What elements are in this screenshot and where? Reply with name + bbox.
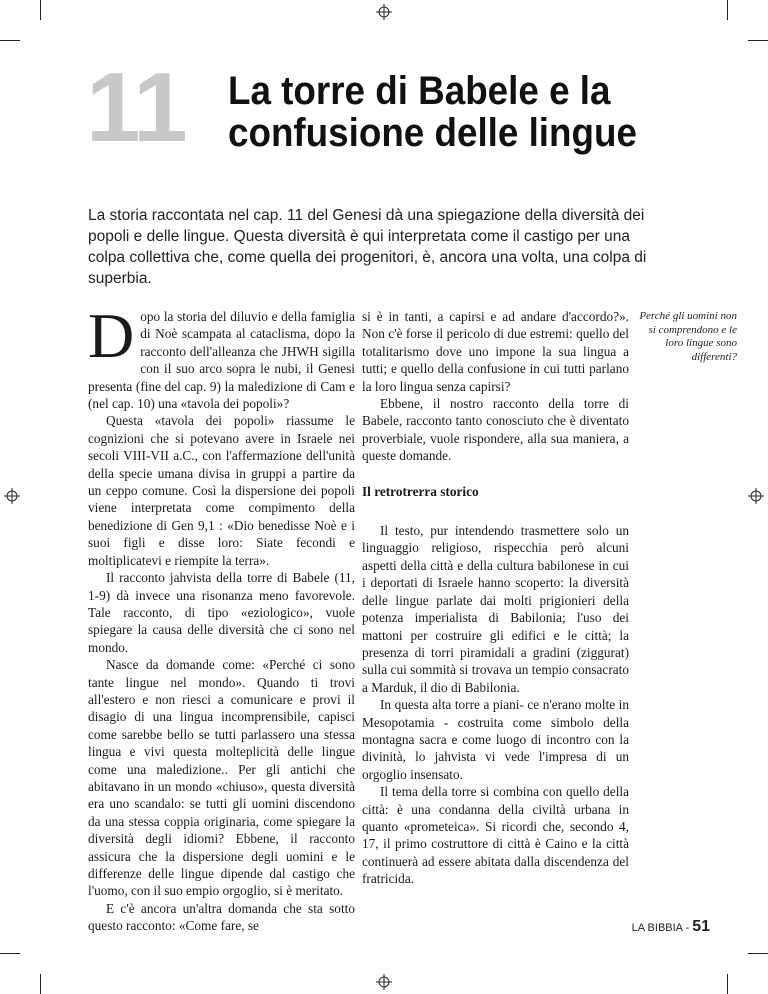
paragraph: Ebbene, il nostro racconto della torre di Babele, racconto tanto conosciuto che è diventato proverbiale, vuole rispondere, alla sua maniera, a queste domande. (362, 396, 629, 464)
page-number: 51 (692, 918, 710, 935)
crop-mark (40, 974, 41, 994)
registration-mark-icon (376, 4, 392, 20)
running-footer-label: LA BIBBIA - (631, 922, 693, 934)
paragraph-text: opo la storia del diluvio e della famiglia di Noè scampata al cataclisma, dopo la racconto dell'alleanza che JHWH sigilla con il suo arco sopra le nubi, il Genesi presenta (fine del cap. 9) la maledizione di Cam e (nel cap. 10) una «tavola dei popoli»? (88, 309, 355, 412)
column-left (88, 300, 355, 935)
chapter-number: 11 (86, 52, 186, 162)
crop-mark (0, 40, 20, 41)
paragraph: Nasce da domande come: «Perché ci sono tante lingue nel mondo». Quando ti trovi all'estero e non riesci a comunicare e provi il disagio di una lingua incomprensibile, capisci come sarebbe bello se tutti parlassero una stessa lingua e vivi questa molteplicità delle lingue come una maledizione.. Per gli antichi che abitavano in un mondo «chiuso», questa diversità era uno scandalo: se tutti gli uomini discendono da una stessa coppia originaria, come spiegare la diversità degli idiomi? Ebbene, il racconto assicura che la dispersione degli uomini e le differenze delle lingue dipende dal castigo che l'uomo, con il suo empio orgoglio, si è meritato. (88, 657, 355, 899)
paragraph: si è in tanti, a capirsi e ad andare d'accordo?». Non c'è forse il pericolo di due estremi: quello del totalitarismo dove uno impone la sua lingua a tutti; e quello della confusione in cui tutti parlano la loro lingua senza capirsi? (362, 309, 629, 394)
chapter-title-line-1: La torre di Babele e la (228, 69, 611, 113)
crop-mark (748, 953, 768, 954)
crop-mark (727, 0, 728, 20)
margin-note: Perché gli uomini non si comprendono e le loro lingue sono differenti? (639, 310, 737, 363)
chapter-title-line-2: confusione delle lingue (228, 111, 637, 155)
section-heading: Il retrotrerra storico (362, 483, 479, 499)
intro-paragraph: La storia raccontata nel cap. 11 del Genesi dà una spiegazione della diversità dei popoli e delle lingue. Questa diversità è qui interpretata come il castigo per una colpa collettiva che, come quella dei progenitori, è, ancora una volta, una colpa di superbia. (88, 207, 647, 287)
chapter-title (228, 70, 688, 154)
registration-mark-icon (748, 488, 764, 504)
paragraph: E c'è ancora un'altra domanda che sta sotto questo racconto: «Come fare, se (88, 900, 355, 934)
paragraph (88, 300, 355, 412)
registration-mark-icon (376, 974, 392, 990)
crop-mark (748, 40, 768, 41)
registration-mark-icon (4, 488, 20, 504)
paragraph: Il tema della torre si combina con quello della città: è una condanna della civiltà urbana in quanto «prometeica». Si ricordi che, secondo 4, 17, il primo costruttore di città è Caino e la città continuerà ad essere abitata dalla discendenza del fratricida. (362, 784, 629, 887)
drop-cap: D (88, 300, 135, 371)
crop-mark (40, 0, 41, 20)
paragraph: Il racconto jahvista della torre di Babele (11, 1-9) dà invece una risonanza meno favorevole. Tale racconto, di tipo «eziologico», vuole spiegare la causa delle diversità che ci sono nel mondo. (88, 570, 355, 655)
crop-mark (0, 953, 20, 954)
paragraph: Questa «tavola dei popoli» riassume le cognizioni che si potevano avere in Israele nei secoli VIII-VII a.C., con l'affermazione dell'unità della specie umana divisa in gruppi a partire da un ceppo comune. Così la dispersione dei popoli viene interpretata come compimento della benedizione di Gen 9,1 : «Dio benedisse Noè e i suoi figli e disse loro: Siate fecondi e moltiplicatevi e riempite la terra». (88, 413, 355, 568)
column-right (362, 308, 629, 888)
crop-mark (727, 974, 728, 994)
page-footer (632, 918, 710, 936)
paragraph: Il testo, pur intendendo trasmettere solo un linguaggio religioso, rispecchia però alcuni aspetti della città e della cultura babilonese in cui i deportati di Israele hanno scoperto: la diversità delle lingue parlate dai molti prigionieri della potenza imperialista di Babilonia; l'uso dei mattoni per costruire gli edifici e le città; la presenza di torri piramidali a gradini (ziggurat) sulla cui sommità si trovava un tempio consacrato a Marduk, il dio di Babilonia. (362, 523, 629, 695)
paragraph: In questa alta torre a piani- ce n'erano molte in Mesopotamia - costruita come simbolo della montagna sacra e come luogo di incontro con la divinità, lo jahvista vi vede l'impresa di un orgoglio insensato. (362, 697, 629, 782)
